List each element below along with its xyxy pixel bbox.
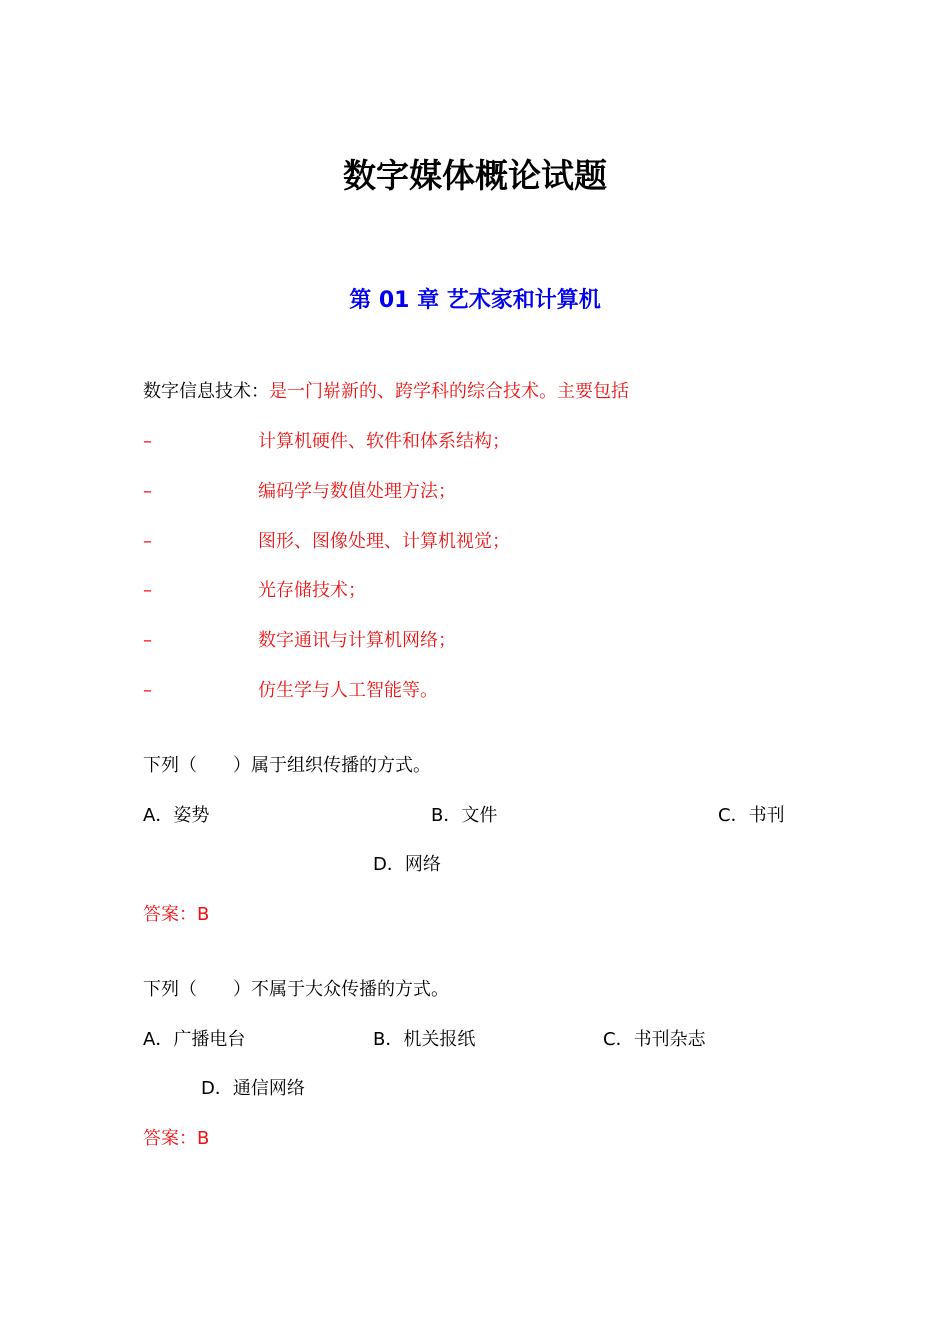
question-option-d: D．网络: [373, 854, 441, 875]
question-answer: 答案：B: [143, 1128, 210, 1149]
question-option-c: C．书刊杂志: [603, 1029, 706, 1050]
list-bullet-marker: –: [143, 531, 152, 552]
question-stem: 下列（ ）不属于大众传播的方式。: [143, 979, 449, 1000]
question-option-b: B．文件: [431, 805, 498, 826]
list-bullet-marker: –: [143, 680, 152, 701]
question-option-c: C．书刊: [718, 805, 785, 826]
list-bullet-marker: –: [143, 630, 152, 651]
question-option-a: A．姿势: [143, 805, 210, 826]
list-bullet-marker: –: [143, 481, 152, 502]
list-item: 图形、图像处理、计算机视觉；: [258, 531, 510, 552]
intro-label: 数字信息技术：: [143, 381, 269, 402]
intro-text: 是一门崭新的、跨学科的综合技术。主要包括: [269, 381, 629, 402]
document-title: 数字媒体概论试题: [343, 156, 607, 195]
list-item: 仿生学与人工智能等。: [258, 680, 438, 701]
list-item: 光存储技术；: [258, 580, 366, 601]
list-item: 编码学与数值处理方法；: [258, 481, 456, 502]
intro-paragraph: [143, 379, 629, 405]
chapter-title: 第 01 章 艺术家和计算机: [349, 288, 601, 313]
list-item: 数字通讯与计算机网络；: [258, 630, 456, 651]
list-bullet-marker: –: [143, 431, 152, 452]
question-option-a: A．广播电台: [143, 1029, 246, 1050]
question-option-b: B．机关报纸: [373, 1029, 476, 1050]
question-option-d: D．通信网络: [201, 1078, 305, 1099]
question-stem: 下列（ ）属于组织传播的方式。: [143, 755, 431, 776]
question-answer: 答案：B: [143, 904, 210, 925]
list-bullet-marker: –: [143, 580, 152, 601]
list-item: 计算机硬件、软件和体系结构；: [258, 431, 510, 452]
